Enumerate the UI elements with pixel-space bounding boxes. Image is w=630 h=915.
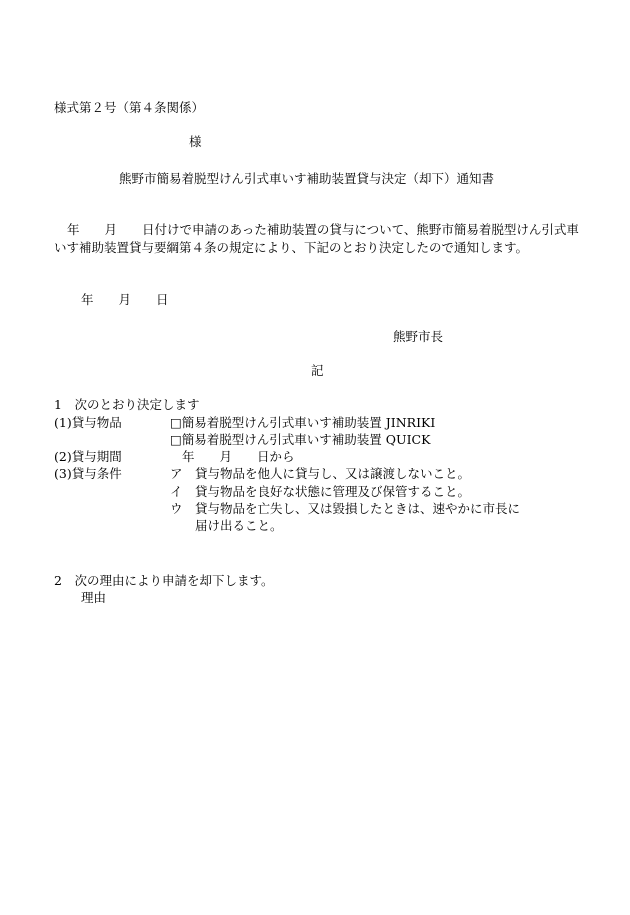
section1-heading: 1 次のとおり決定します: [54, 397, 200, 412]
section2-heading: 2 次の理由により申請を却下します。: [54, 573, 274, 588]
item2-value: 年 月 日から: [182, 449, 295, 464]
item1-label: (1)貸与物品: [54, 415, 122, 430]
addressee-suffix: 様: [189, 134, 202, 149]
item3-label: (3)貸与条件: [54, 466, 122, 481]
item1-option-jinriki: □簡易着脱型けん引式車いす補助装置 JINRIKI: [170, 415, 436, 430]
condition-a: ア 貸与物品を他人に貸与し、又は譲渡しないこと。: [170, 466, 471, 481]
intro-paragraph: 年 月 日付けで申請のあった補助装置の貸与について、熊野市簡易着脱型けん引式車いす補助装置貸与要綱第４条の規定により、下記のとおり決定したので通知します。: [54, 222, 579, 255]
ki-mark: 記: [311, 363, 324, 378]
condition-i: イ 貸与物品を良好な状態に管理及び保管すること。: [170, 484, 471, 499]
item2-label: (2)貸与期間: [54, 449, 122, 464]
issuer: 熊野市長: [393, 329, 444, 344]
date-line: 年 月 日: [81, 292, 169, 307]
reason-label: 理由: [81, 590, 107, 605]
form-number: 様式第２号（第４条関係）: [54, 100, 205, 115]
condition-u-cont: 届け出ること。: [195, 518, 283, 533]
document-title: 熊野市簡易着脱型けん引式車いす補助装置貸与決定（却下）通知書: [119, 171, 495, 186]
item1-option-quick: □簡易着脱型けん引式車いす補助装置 QUICK: [170, 432, 431, 447]
condition-u: ウ 貸与物品を亡失し、又は毀損したときは、速やかに市長に: [170, 501, 521, 516]
